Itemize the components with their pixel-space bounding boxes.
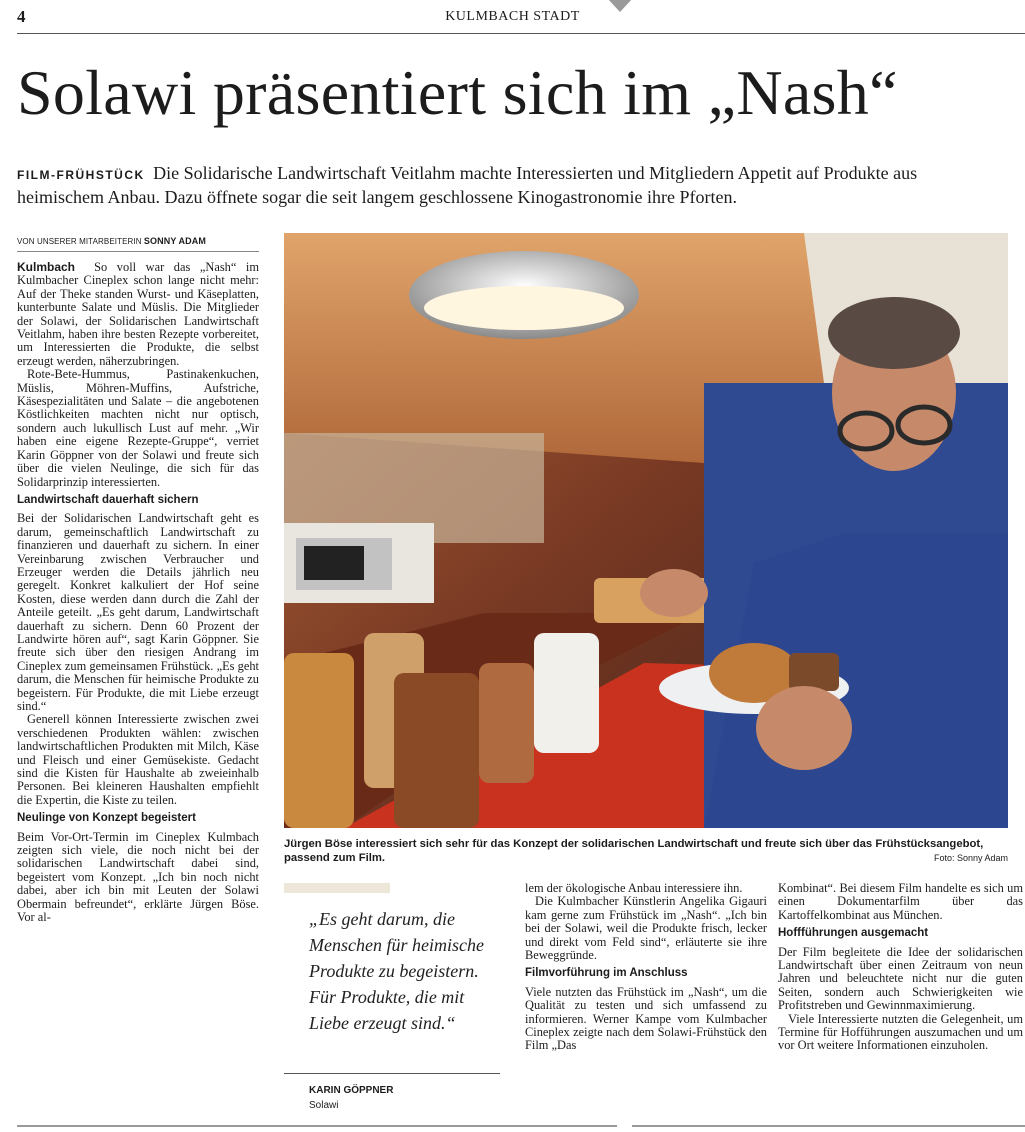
paragraph: Der Film begleitete die Idee der solidarischen Landwirtschaft über einen Zeitraum von neun Jahren und beleuchtete nicht nur die guten Seiten, sondern auch Schwierigkeiten wie Profitstreben und Gewinnmaximierung. — [778, 944, 1023, 1013]
quote-author-role: Solawi — [309, 1100, 339, 1111]
article-photo — [284, 233, 1008, 828]
subheading: Landwirtschaft dauerhaft sichern — [17, 493, 199, 506]
quote-accent-bar — [284, 883, 390, 893]
footer-rule — [17, 1125, 617, 1127]
paragraph: Beim Vor-Ort-Termin im Cineplex Kulmbach zeigten sich viele, die noch nicht bei der solidarischen Landwirtschaft dabei sind, begeistert vom Konzept. „Ich bin noch nicht dabei, aber ich bin mit Leuten der Solawi Obermain befreundet“, erklärte Jürgen Böse. Vor al- — [17, 829, 259, 925]
page-number: 4 — [17, 7, 26, 26]
article-column-1 — [17, 261, 259, 925]
paragraph: Bei der Solidarischen Landwirtschaft geht es darum, gemeinschaftlich Landwirtschaft zu finanzieren und dauerhaft zu sichern. In einer Vereinbarung zwischen Verbraucher und Erzeuger werden die Details jährlich neu geregelt. Konkret kalkuliert der Hof seine Kosten, diese werden dann durch die Zahl der Anteile geteilt. „Es geht darum, Landwirtschaft dauerhaft zu sichern. Denn 60 Prozent der Landwirte hören auf“, sagt Karin Göppner. Sie freute sich über den riesigen Andrang im Cineplex zum gemeinsamen Frühstück. „Es geht darum, die Menschen für heimische Produkte zu begeistern. Für Produkte, die mit Liebe erzeugt sind.“ — [17, 511, 259, 713]
kicker: FILM-FRÜHSTÜCK — [17, 168, 145, 182]
photo-caption: Jürgen Böse interessiert sich sehr für das Konzept der solidarischen Landwirtschaft und freute sich über das Frühstücksangebot, passend zum Film. — [284, 838, 984, 864]
paragraph: lem der ökologische Anbau interessiere ihn. — [525, 881, 743, 895]
subheading: Hoffführungen ausgemacht — [778, 927, 929, 940]
paragraph: Viele nutzten das Frühstück im „Nash“, um die Qualität zu testen und sich umfassend zu informieren. Werner Kampe vom Kulmbacher Cineplex zeigte nach dem Solawi-Frühstück den Film „Das — [525, 984, 767, 1053]
quote-rule — [284, 1073, 500, 1074]
footer-rule — [632, 1125, 1025, 1127]
paragraph: Kombinat“. Bei diesem Film handelte es sich um einen Dokumentarfilm über das Kartoffelkombinat aus München. — [778, 881, 1023, 922]
paragraph: Rote-Bete-Hummus, Pastinakenkuchen, Müslis, Möhren-Muffins, Aufstriche, Käsespezialitäten und Salate – die angebotenen Köstlichkeiten machten nicht nur optisch, sondern auch lukullisch Lust auf mehr. „Wir haben eine eigene Rezepte-Gruppe“, verriet Karin Göppner von der Solawi und freute sich über die vielen Neulinge, die sich für das Solidarprinzip interessierten. — [17, 367, 259, 489]
pull-quote: „Es geht darum, die Menschen für heimische Produkte zu begeistern. Für Produkte, die mit Liebe erzeugt sind.“ — [309, 909, 484, 1033]
headline: Solawi präsentiert sich im „Nash“ — [17, 57, 898, 128]
byline-author: SONNY ADAM — [143, 236, 206, 246]
subheading: Neulinge von Konzept begeistert — [17, 812, 196, 825]
paragraph: So voll war das „Nash“ im Kulmbacher Cineplex schon lange nicht mehr: Auf der Theke standen Wurst- und Käseplatten, kunterbunte Salate und Müslis. Die Mitglieder der Solawi, der Solidarischen Landwirtschaft Veitlahm, haben ihre besten Rezepte vorbereitet, um Interessierten die Produkte, die selbst erzeugt werden, näherzubringen. — [17, 260, 259, 368]
deck-text: Die Solidarische Landwirtschaft Veitlahm machte Interessierten und Mitgliedern Appetit auf Produkte aus heimischem Anbau. Dazu öffnete sogar die seit langem geschlossene Kinogastronomie ihre Pforten. — [17, 163, 918, 207]
photo-credit: Foto: Sonny Adam — [933, 853, 1008, 863]
subheading: Filmvorführung im Anschluss — [525, 967, 688, 980]
article-column-3 — [525, 882, 767, 1053]
quote-author: KARIN GÖPPNER — [309, 1085, 394, 1096]
paragraph: Generell können Interessierte zwischen zwei verschiedenen Produkten wählen: zwischen landwirtschaftlichen Produkten mit Milch, Käse und Fleisch und einer Gemüsekiste. Gedacht sind die Kisten für Haushalte ab zweieinhalb Personen. Bei kleineren Haushalten empfiehlt die Expertin, die Kiste zu teilen. — [17, 712, 259, 807]
header-rule — [17, 33, 1025, 34]
byline-prefix: VON UNSERER MITARBEITERIN — [17, 237, 142, 246]
dateline: Kulmbach — [17, 260, 76, 274]
deck — [17, 162, 997, 208]
byline — [17, 236, 259, 246]
photo-illustration — [284, 233, 1008, 828]
paragraph: Die Kulmbacher Künstlerin Angelika Gigauri kam gerne zum Frühstück im „Nash“. „Ich bin bei der Solawi, weil die Produkte frisch, lecker und direkt vom Feld sind“, erläuterte sie ihre Beweggründe. — [525, 894, 767, 963]
section-title: KULMBACH STADT — [445, 9, 580, 24]
article-column-4 — [778, 882, 1023, 1053]
paragraph: Viele Interessierte nutzten die Gelegenheit, um Termine für Hofführungen auszumachen und um vor Ort weitere Informationen einzuholen. — [778, 1011, 1023, 1053]
byline-rule — [17, 251, 259, 252]
